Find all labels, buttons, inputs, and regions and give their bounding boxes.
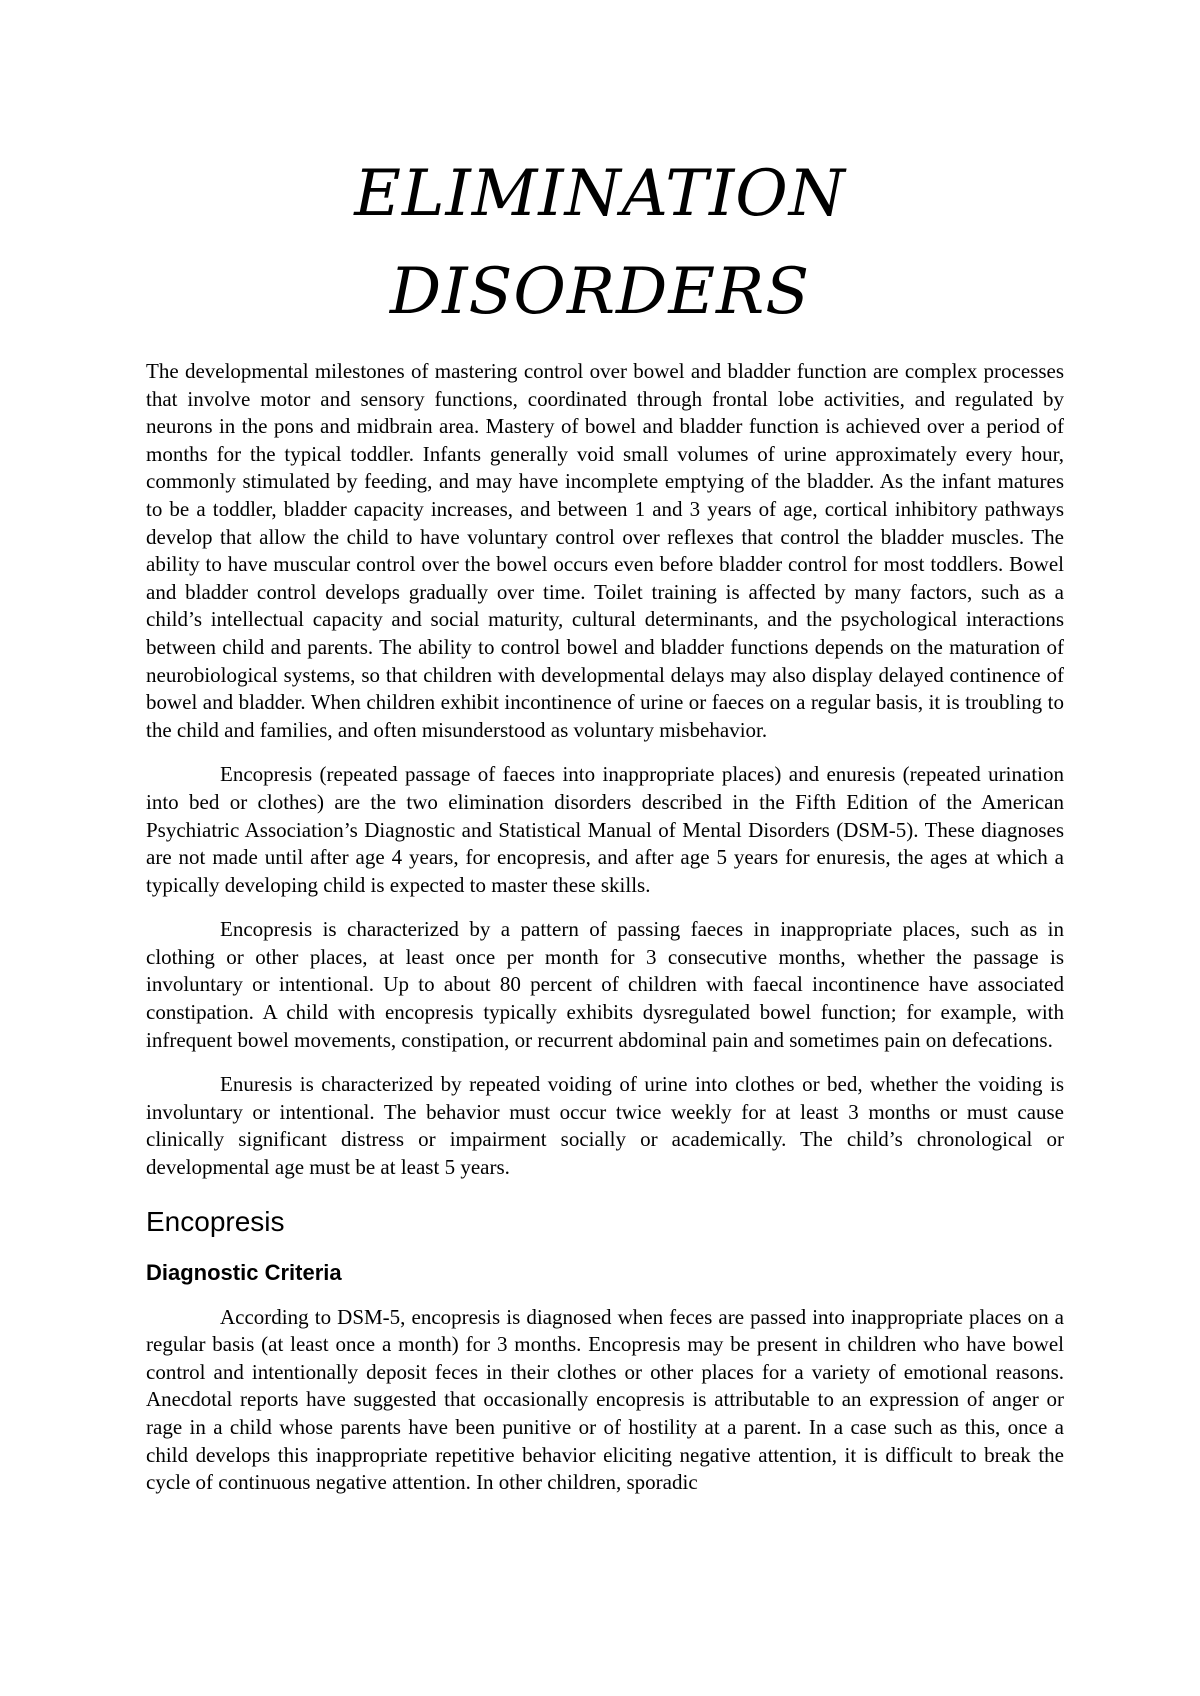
document-title xyxy=(0,145,1200,341)
paragraph-enuresis: Enuresis is characterized by repeated voiding of urine into clothes or bed, whether the voiding is involuntary or intentional. The behavior must occur twice weekly for at least 3 months or must cause clinically significant distress or impairment socially or academically. The child’s chronological or developmental age must be at least 5 years. xyxy=(146,1072,1064,1180)
paragraph-diagnostic-criteria: According to DSM-5, encopresis is diagnosed when feces are passed into inappropriate places on a regular basis (at least once a month) for 3 months. Encopresis may be present in children who have bowel control and intentionally deposit feces in their clothes or other places for a variety of emotional reasons. Anecdotal reports have suggested that occasionally encopresis is attributable to an expression of anger or rage in a child whose parents have been punitive or of hostility at a parent. In a case such as this, once a child develops this inappropriate repetitive behavior eliciting negative attention, it is difficult to break the cycle of continuous negative attention. In other children, sporadic xyxy=(146,1304,1064,1495)
title-line-2: DISORDERS xyxy=(389,255,811,329)
intro-paragraph: The developmental milestones of mastering control over bowel and bladder function are complex processes that involve motor and sensory functions, coordinated through frontal lobe activities, and regulated by neurons in the pons and midbrain area. Mastery of bowel and bladder function is achieved over a period of months for the typical toddler. Infants generally void small volumes of urine approximately every hour, commonly stimulated by feeding, and may have incomplete emptying of the bladder. As the infant matures to be a toddler, bladder capacity increases, and between 1 and 3 years of age, cortical inhibitory pathways develop that allow the child to have voluntary control over reflexes that control the bladder muscles. The ability to have muscular control over the bowel occurs even before bladder control for most toddlers. Bowel and bladder control develops gradually over time. Toilet training is affected by many factors, such as a child’s intellectual capacity and social maturity, cultural determinants, and the psychological interactions between child and parents. The ability to control bowel and bladder functions depends on the maturation of neurobiological systems, so that children with developmental delays may also display delayed continence of bowel and bladder. When children exhibit incontinence of urine or faeces on a regular basis, it is troubling to the child and families, and often misunderstood as voluntary misbehavior. xyxy=(146,359,1064,742)
section-heading: Encopresis xyxy=(146,1205,285,1237)
subsection-heading: Diagnostic Criteria xyxy=(146,1259,342,1285)
paragraph-definitions: Encopresis (repeated passage of faeces into inappropriate places) and enuresis (repeated urination into bed or clothes) are the two elimination disorders described in the Fifth Edition of the American Psychiatric Association’s Diagnostic and Statistical Manual of Mental Disorders (DSM-5). These diagnoses are not made until after age 4 years, for encopresis, and after age 5 years for enuresis, the ages at which a typically developing child is expected to master these skills. xyxy=(146,762,1064,897)
paragraph-encopresis: Encopresis is characterized by a pattern of passing faeces in inappropriate places, such as in clothing or other places, at least once per month for 3 consecutive months, whether the passage is involuntary or intentional. Up to about 80 percent of children with faecal incontinence have associated constipation. A child with encopresis typically exhibits dysregulated bowel function; for example, with infrequent bowel movements, constipation, or recurrent abdominal pain and sometimes pain on defecations. xyxy=(146,917,1064,1052)
document-body xyxy=(146,358,1064,1514)
title-line-1: ELIMINATION xyxy=(354,157,846,231)
